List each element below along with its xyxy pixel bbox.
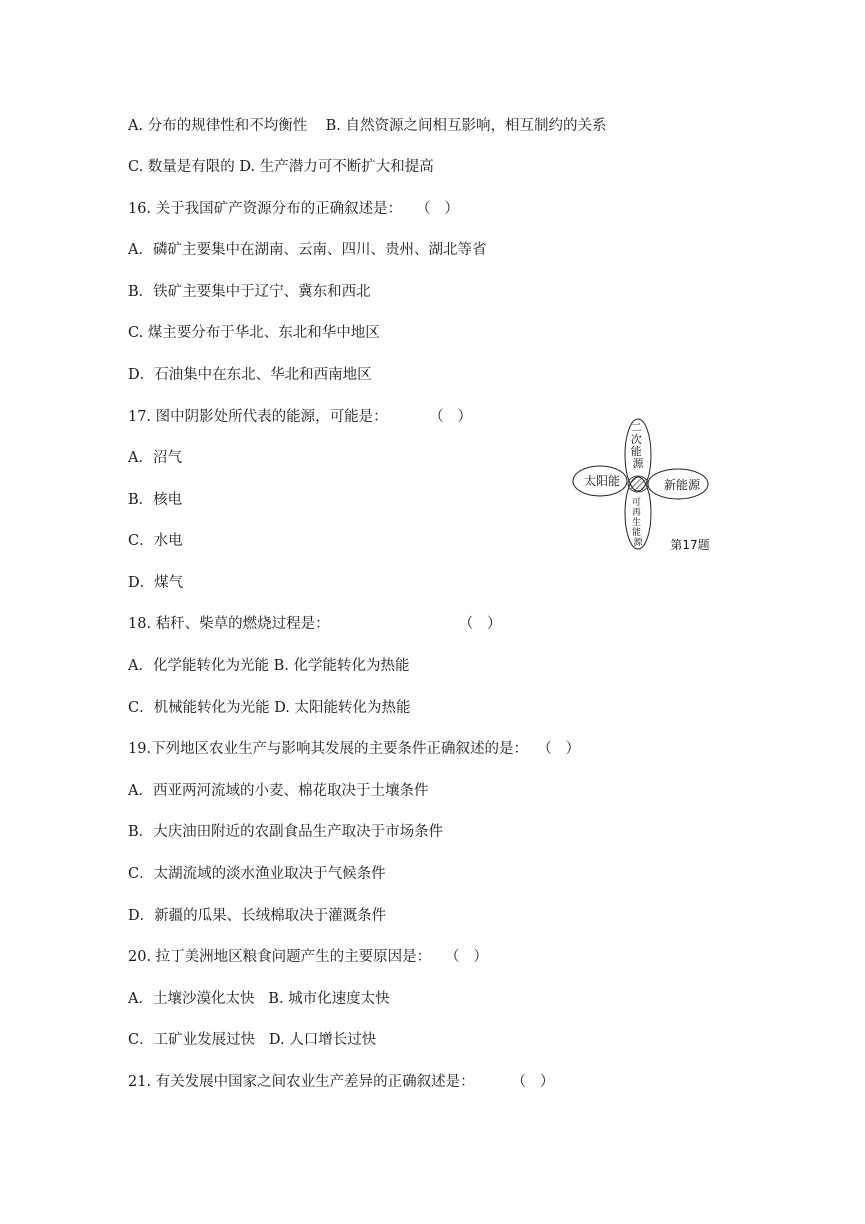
bottom-label-char-0: 可 [632, 498, 642, 508]
line-22: C．工矿业发展过快 D. 人口增长过快 [128, 1032, 377, 1048]
line-14: C．机械能转化为光能 D. 太阳能转化为热能 [128, 700, 411, 716]
line-17: B．大庆油田附近的农副食品生产取决于市场条件 [128, 824, 444, 840]
line-12: 18. 秸秆、柴草的燃烧过程是： （ ） [128, 616, 502, 632]
line-15: 19.下列地区农业生产与影响其发展的主要条件正确叙述的是： （ ） [128, 741, 581, 757]
top-label-char-1: 次 [630, 433, 642, 446]
bottom-label-char-4: 源 [633, 538, 643, 548]
venn-diagram [572, 417, 722, 557]
line-1: C. 数量是有限的 D. 生产潜力可不断扩大和提高 [128, 159, 434, 175]
shaded-intersection [628, 476, 648, 492]
svg-text:二 次 能 源 [631, 421, 646, 470]
line-13: A．化学能转化为光能 B. 化学能转化为热能 [128, 658, 410, 674]
line-21: A．土壤沙漠化太快 B. 城市化速度太快 [128, 991, 390, 1007]
bottom-label-char-2: 生 [632, 518, 642, 528]
energy-venn-figure [572, 417, 722, 557]
bottom-label-char-1: 再 [632, 508, 642, 518]
line-7: 17. 图中阴影处所代表的能源，可能是： （ ） [128, 409, 472, 425]
line-18: C．太湖流域的淡水渔业取决于气候条件 [128, 866, 386, 882]
line-9: B．核电 [128, 492, 183, 508]
line-5: C. 煤主要分布于华北、东北和华中地区 [128, 325, 380, 341]
top-label-char-3: 源 [632, 457, 644, 470]
svg-text:可 再 生 能 [632, 497, 644, 548]
bottom-label-char-3: 能 [632, 528, 642, 538]
line-11: D．煤气 [128, 575, 184, 591]
line-10: C．水电 [128, 533, 183, 549]
line-23: 21. 有关发展中国家之间农业生产差异的正确叙述是： （ ） [128, 1074, 555, 1090]
figure-caption: 第17题 [670, 538, 710, 552]
line-16: A．西亚两河流域的小麦、棉花取决于土壤条件 [128, 783, 429, 799]
line-3: A．磷矿主要集中在湖南、云南、四川、贵州、湖北等省 [128, 242, 487, 258]
line-6: D．石油集中在东北、华北和西南地区 [128, 367, 372, 383]
line-8: A．沼气 [128, 450, 182, 466]
left-label: 太阳能 [583, 474, 621, 488]
top-label-char-2: 能 [630, 445, 642, 458]
line-4: B．铁矿主要集中于辽宁、冀东和西北 [128, 284, 371, 300]
line-19: D．新疆的瓜果、长绒棉取决于灌溉条件 [128, 908, 387, 924]
line-20: 20. 拉丁美洲地区粮食问题产生的主要原因是： （ ） [128, 949, 488, 965]
line-0: A. 分布的规律性和不均衡性 B. 自然资源之间相互影响，相互制约的关系 [128, 118, 607, 134]
right-label: 新能源 [663, 478, 701, 492]
top-label-char-0: 二 [630, 421, 642, 434]
line-2: 16. 关于我国矿产资源分布的正确叙述是： （ ） [128, 201, 459, 217]
